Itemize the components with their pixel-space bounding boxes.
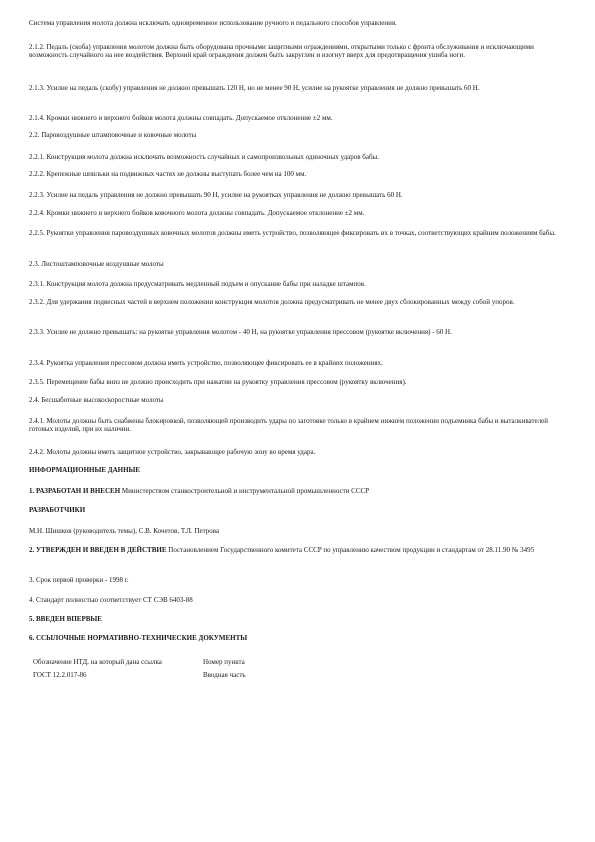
- info-item-conformity: 4. Стандарт полностью соответствует СТ СЭВ 6403-88: [29, 596, 193, 604]
- paragraph-2-3-4: 2.3.4. Рукоятка управления прессовом должна иметь устройство, позволяющее фиксировать ее в крайних положениях.: [29, 359, 383, 367]
- table-cell-document: ГОСТ 12.2.017-86: [33, 671, 87, 679]
- paragraph-2-2-2: 2.2.2. Крепежные шпильки на подвижных частях не должны выступать более чем на 100 мм.: [29, 170, 307, 178]
- info-lead: 1. РАЗРАБОТАН И ВНЕСЕН: [29, 487, 121, 495]
- paragraph-2-1-2: 2.1.2. Педаль (скоба) управления молотом должна быть оборудована прочными защитными ограждениями, открытыми только с фронта обслуживания и исключающими возможность случайного на нее воздействия. Верхний край ограждения должен быть закруглен и изогнут вверх для предотвращения ушиба ноги.: [29, 43, 534, 60]
- paragraph-2-2-4: 2.2.4. Кромки нижнего и верхнего бойков ковочного молота должны совпадать. Допускаемое отклонение ±2 мм.: [29, 209, 365, 217]
- paragraph-2-3-1: 2.3.1. Конструкция молота должна предусматривать медленный подъем и опускание бабы при наладке штампов.: [29, 280, 366, 288]
- table-cell-clause: Вводная часть: [203, 671, 246, 679]
- info-text: Министерством станкостроительной и инструментальной промышленности СССР: [120, 487, 370, 495]
- info-item-developers-names: М.Н. Шишков (руководитель темы), С.В. Кочетов, Т.Л. Петрова: [29, 527, 220, 535]
- paragraph-2-3-3: 2.3.3. Усилие не должно превышать: на рукоятке управления молотом - 40 Н, на рукоятке управления прессовом (рукоятке включения) - 60 Н.: [29, 328, 452, 336]
- section-heading-2-3: 2.3. Листоштамповочные воздушные молоты: [29, 260, 164, 268]
- info-text: Постановлением Государственного комитета СССР по управлению качеством продукции и стандартам от 28.11.90 № 3495: [166, 546, 535, 554]
- info-item-first-check: 3. Срок первой проверки - 1998 г.: [29, 576, 129, 584]
- section-heading-2-4: 2.4. Бесшаботные высокоскоростные молоты: [29, 396, 164, 404]
- info-item-approved: [29, 546, 567, 554]
- paragraph-2-4-1: 2.4.1. Молоты должны быть снабжены блокировкой, позволяющей производить удары по заготовке только в крайнем нижнем положении подъемника бабы и выталкивателей готовых изделий, при их наличии.: [29, 417, 548, 434]
- paragraph-2-1-4: 2.1.4. Кромки нижнего и верхнего бойков молота должны совпадать. Допускаемое отклонение ±2 мм.: [29, 114, 333, 122]
- info-lead: 2. УТВЕРЖДЕН И ВВЕДЕН В ДЕЙСТВИЕ: [29, 546, 167, 554]
- table-header-clause: Номер пункта: [203, 658, 245, 666]
- info-heading: ИНФОРМАЦИОННЫЕ ДАННЫЕ: [29, 466, 141, 474]
- paragraph-2-2-5: 2.2.5. Рукоятки управления паровоздушных ковочных молотов должны иметь устройство, позволяющее фиксировать их в точках, соответствующих крайним положениям бабы.: [29, 229, 556, 237]
- paragraph-2-4-2: 2.4.2. Молоты должны иметь защитное устройство, закрывающее рабочую зону во время удара.: [29, 448, 316, 456]
- paragraph-2-3-5: 2.3.5. Перемещение бабы вниз не должно происходить при нажатии на рукоятку управления прессовом (рукоятку включения).: [29, 378, 407, 386]
- paragraph-control-system: Система управления молота должна исключать одновременное использование ручного и педального способов управления.: [29, 19, 397, 27]
- paragraph-2-2-3: 2.2.3. Усилие на педаль управления не должно превышать 90 Н, усилие на рукоятках управления не должно превышать 60 Н.: [29, 191, 403, 199]
- info-item-developers-heading: РАЗРАБОТЧИКИ: [29, 506, 86, 514]
- info-item-developed: [29, 487, 567, 495]
- section-heading-2-2: 2.2. Паровоздушные штамповочные и ковочные молоты: [29, 131, 197, 139]
- paragraph-2-2-1: 2.2.1. Конструкция молота должна исключать возможность случайных и самопроизвольных одиночных ударов бабы.: [29, 153, 379, 161]
- info-item-introduced-first: 5. ВВЕДЕН ВПЕРВЫЕ: [29, 615, 102, 623]
- paragraph-2-3-2: 2.3.2. Для удержания подвесных частей в верхнем положении конструкция молотов должна предусматривать не менее двух сблокированных между собой упоров.: [29, 298, 515, 306]
- table-header-document: Обозначение НТД, на который дана ссылка: [33, 658, 162, 666]
- paragraph-2-1-3: 2.1.3. Усилие на педаль (скобу) управления не должно превышать 120 Н, но не менее 90 Н, усилие на рукоятке управления не должно превышать 60 Н.: [29, 84, 480, 92]
- info-item-referenced-docs: 6. ССЫЛОЧНЫЕ НОРМАТИВНО-ТЕХНИЧЕСКИЕ ДОКУМЕНТЫ: [29, 634, 248, 642]
